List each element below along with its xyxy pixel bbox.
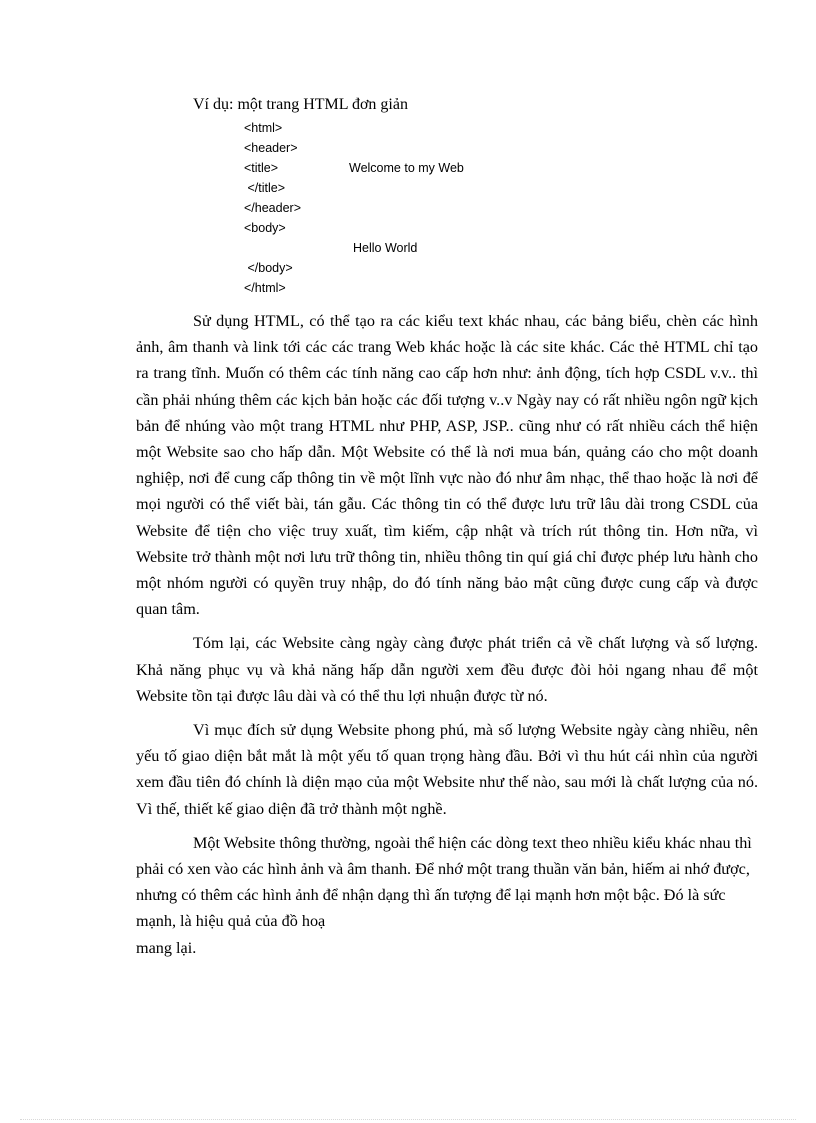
- code-line-tag: <title>: [244, 161, 279, 175]
- code-line-tag: <html>: [244, 121, 283, 135]
- paragraph: Tóm lại, các Website càng ngày càng được phát triển cả về chất lượng và số lượng. Khả năng phục vụ và khả năng hấp dẫn người xem đều được đòi hỏi ngang nhau để một Website tồn tại được lâu dài và có thể thu lợi nhuận được từ nó.: [136, 634, 758, 705]
- code-line-body-content: Hello World: [353, 241, 418, 255]
- paragraph: Vì mục đích sử dụng Website phong phú, mà số lượng Website ngày càng nhiều, nên yếu tố giao diện bắt mắt là một yếu tố quan trọng hàng đầu. Bởi vì thu hút cái nhìn của người xem đầu tiên đó chính là diện mạo của một Website như thế nào, sau mới là chất lượng của nó. Vì thế, thiết kế giao diện đã trở thành một nghề.: [136, 721, 758, 818]
- example-heading: Ví dụ: một trang HTML đơn giản: [193, 96, 408, 113]
- code-line-tag: <body>: [244, 221, 286, 235]
- code-line-tag: </html>: [244, 281, 286, 295]
- body-text: [136, 308, 758, 961]
- code-line-tag: </header>: [244, 201, 301, 215]
- paragraph-text: Một Website thông thường, ngoài thể hiện các dòng text theo nhiều kiểu khác nhau thì phải có xen vào các hình ảnh và âm thanh. Để nhớ một trang thuần văn bản, hiếm ai nhớ được, nhưng có thêm các hình ảnh để nhận dạng thì ấn tượng để lại mạnh hơn một bậc. Đó là sức mạnh, là hiệu quả của đồ hoạ: [136, 833, 752, 931]
- code-line-tag: </title>: [244, 181, 285, 195]
- code-line-tag: </body>: [244, 261, 293, 275]
- closing-fragment: mang lại.: [136, 938, 197, 957]
- paragraph: [136, 830, 758, 961]
- page-bottom-rule: [20, 1119, 796, 1120]
- code-line-title-content: Welcome to my Web: [349, 161, 464, 175]
- code-line-tag: <header>: [244, 141, 298, 155]
- paragraph: Sử dụng HTML, có thể tạo ra các kiểu text khác nhau, các bảng biểu, chèn các hình ảnh, âm thanh và link tới các các trang Web khác hoặc là các site khác. Các thẻ HTML chỉ tạo ra trang tĩnh. Muốn có thêm các tính năng cao cấp hơn như: ảnh động, tích hợp CSDL v.v.. thì cần phải nhúng thêm các kịch bản hoặc các đối tượng v..v Ngày nay có rất nhiều ngôn ngữ kịch bản để nhúng vào một trang HTML như PHP, ASP, JSP.. cũng như có rất nhiều cách thể hiện một Website sao cho hấp dẫn. Một Website có thể là nơi mua bán, quảng cáo cho một doanh nghiệp, nơi để cung cấp thông tin về một lĩnh vực nào đó như âm nhạc, thể thao hoặc là nơi để mọi người có thể viết bài, tán gẫu. Các thông tin có thể được lưu trữ lâu dài trong CSDL của Website để tiện cho việc truy xuất, tìm kiếm, cập nhật và trích rút thông tin. Hơn nữa, vì Website trở thành một nơi lưu trữ thông tin, nhiều thông tin quí giá chỉ được phép lưu hành cho một nhóm người có quyền truy nhập, do đó tính năng bảo mật cũng được cung cấp và được quan tâm.: [136, 312, 758, 619]
